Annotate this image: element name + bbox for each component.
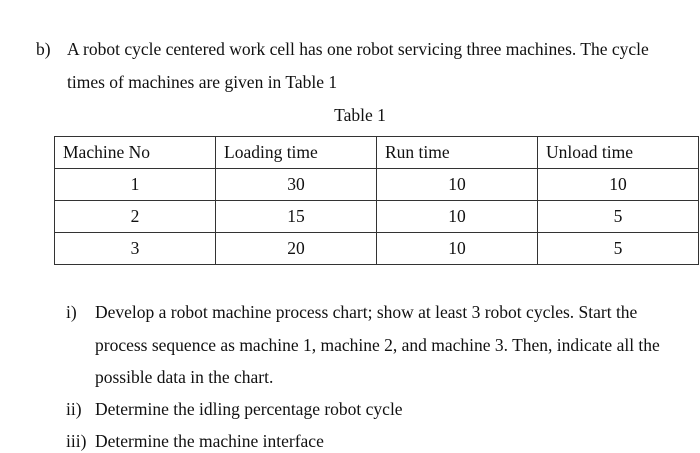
question-label: b) (36, 39, 51, 59)
subquestion-ii-number: ii) (66, 399, 82, 419)
subquestion-i (66, 302, 637, 323)
subquestion-iii-text: Determine the machine interface (95, 431, 324, 451)
question-text-line-2: times of machines are given in Table 1 (67, 72, 338, 92)
cycle-times-table (54, 136, 699, 265)
subquestion-i-line-3: possible data in the chart. (95, 367, 274, 387)
table-cell: 5 (538, 233, 699, 265)
table-cell: 3 (55, 233, 216, 265)
table-caption: Table 1 (334, 105, 386, 125)
subquestion-i-line-2: process sequence as machine 1, machine 2, and machine 3. Then, indicate all the (95, 335, 660, 355)
table-cell: 10 (377, 169, 538, 201)
subquestion-ii-text: Determine the idling percentage robot cycle (95, 399, 403, 419)
table-cell: 10 (538, 169, 699, 201)
header-unload-time: Unload time (538, 137, 699, 169)
table-cell: 5 (538, 201, 699, 233)
header-machine-no: Machine No (55, 137, 216, 169)
subquestion-i-number: i) (66, 302, 77, 322)
table-cell: 10 (377, 201, 538, 233)
question-text-line-1: A robot cycle centered work cell has one robot servicing three machines. The cycle (67, 39, 649, 59)
table-cell: 20 (216, 233, 377, 265)
table-row (55, 201, 699, 233)
subquestion-i-line-1: Develop a robot machine process chart; show at least 3 robot cycles. Start the (95, 302, 638, 322)
table-cell: 10 (377, 233, 538, 265)
table-cell: 30 (216, 169, 377, 201)
table-cell: 15 (216, 201, 377, 233)
table-row (55, 169, 699, 201)
subquestion-ii (66, 399, 403, 420)
header-run-time: Run time (377, 137, 538, 169)
table-cell: 2 (55, 201, 216, 233)
subquestion-iii-number: iii) (66, 431, 87, 451)
subquestion-iii (66, 431, 324, 452)
table-cell: 1 (55, 169, 216, 201)
table-row (55, 233, 699, 265)
table-header-row (55, 137, 699, 169)
header-loading-time: Loading time (216, 137, 377, 169)
